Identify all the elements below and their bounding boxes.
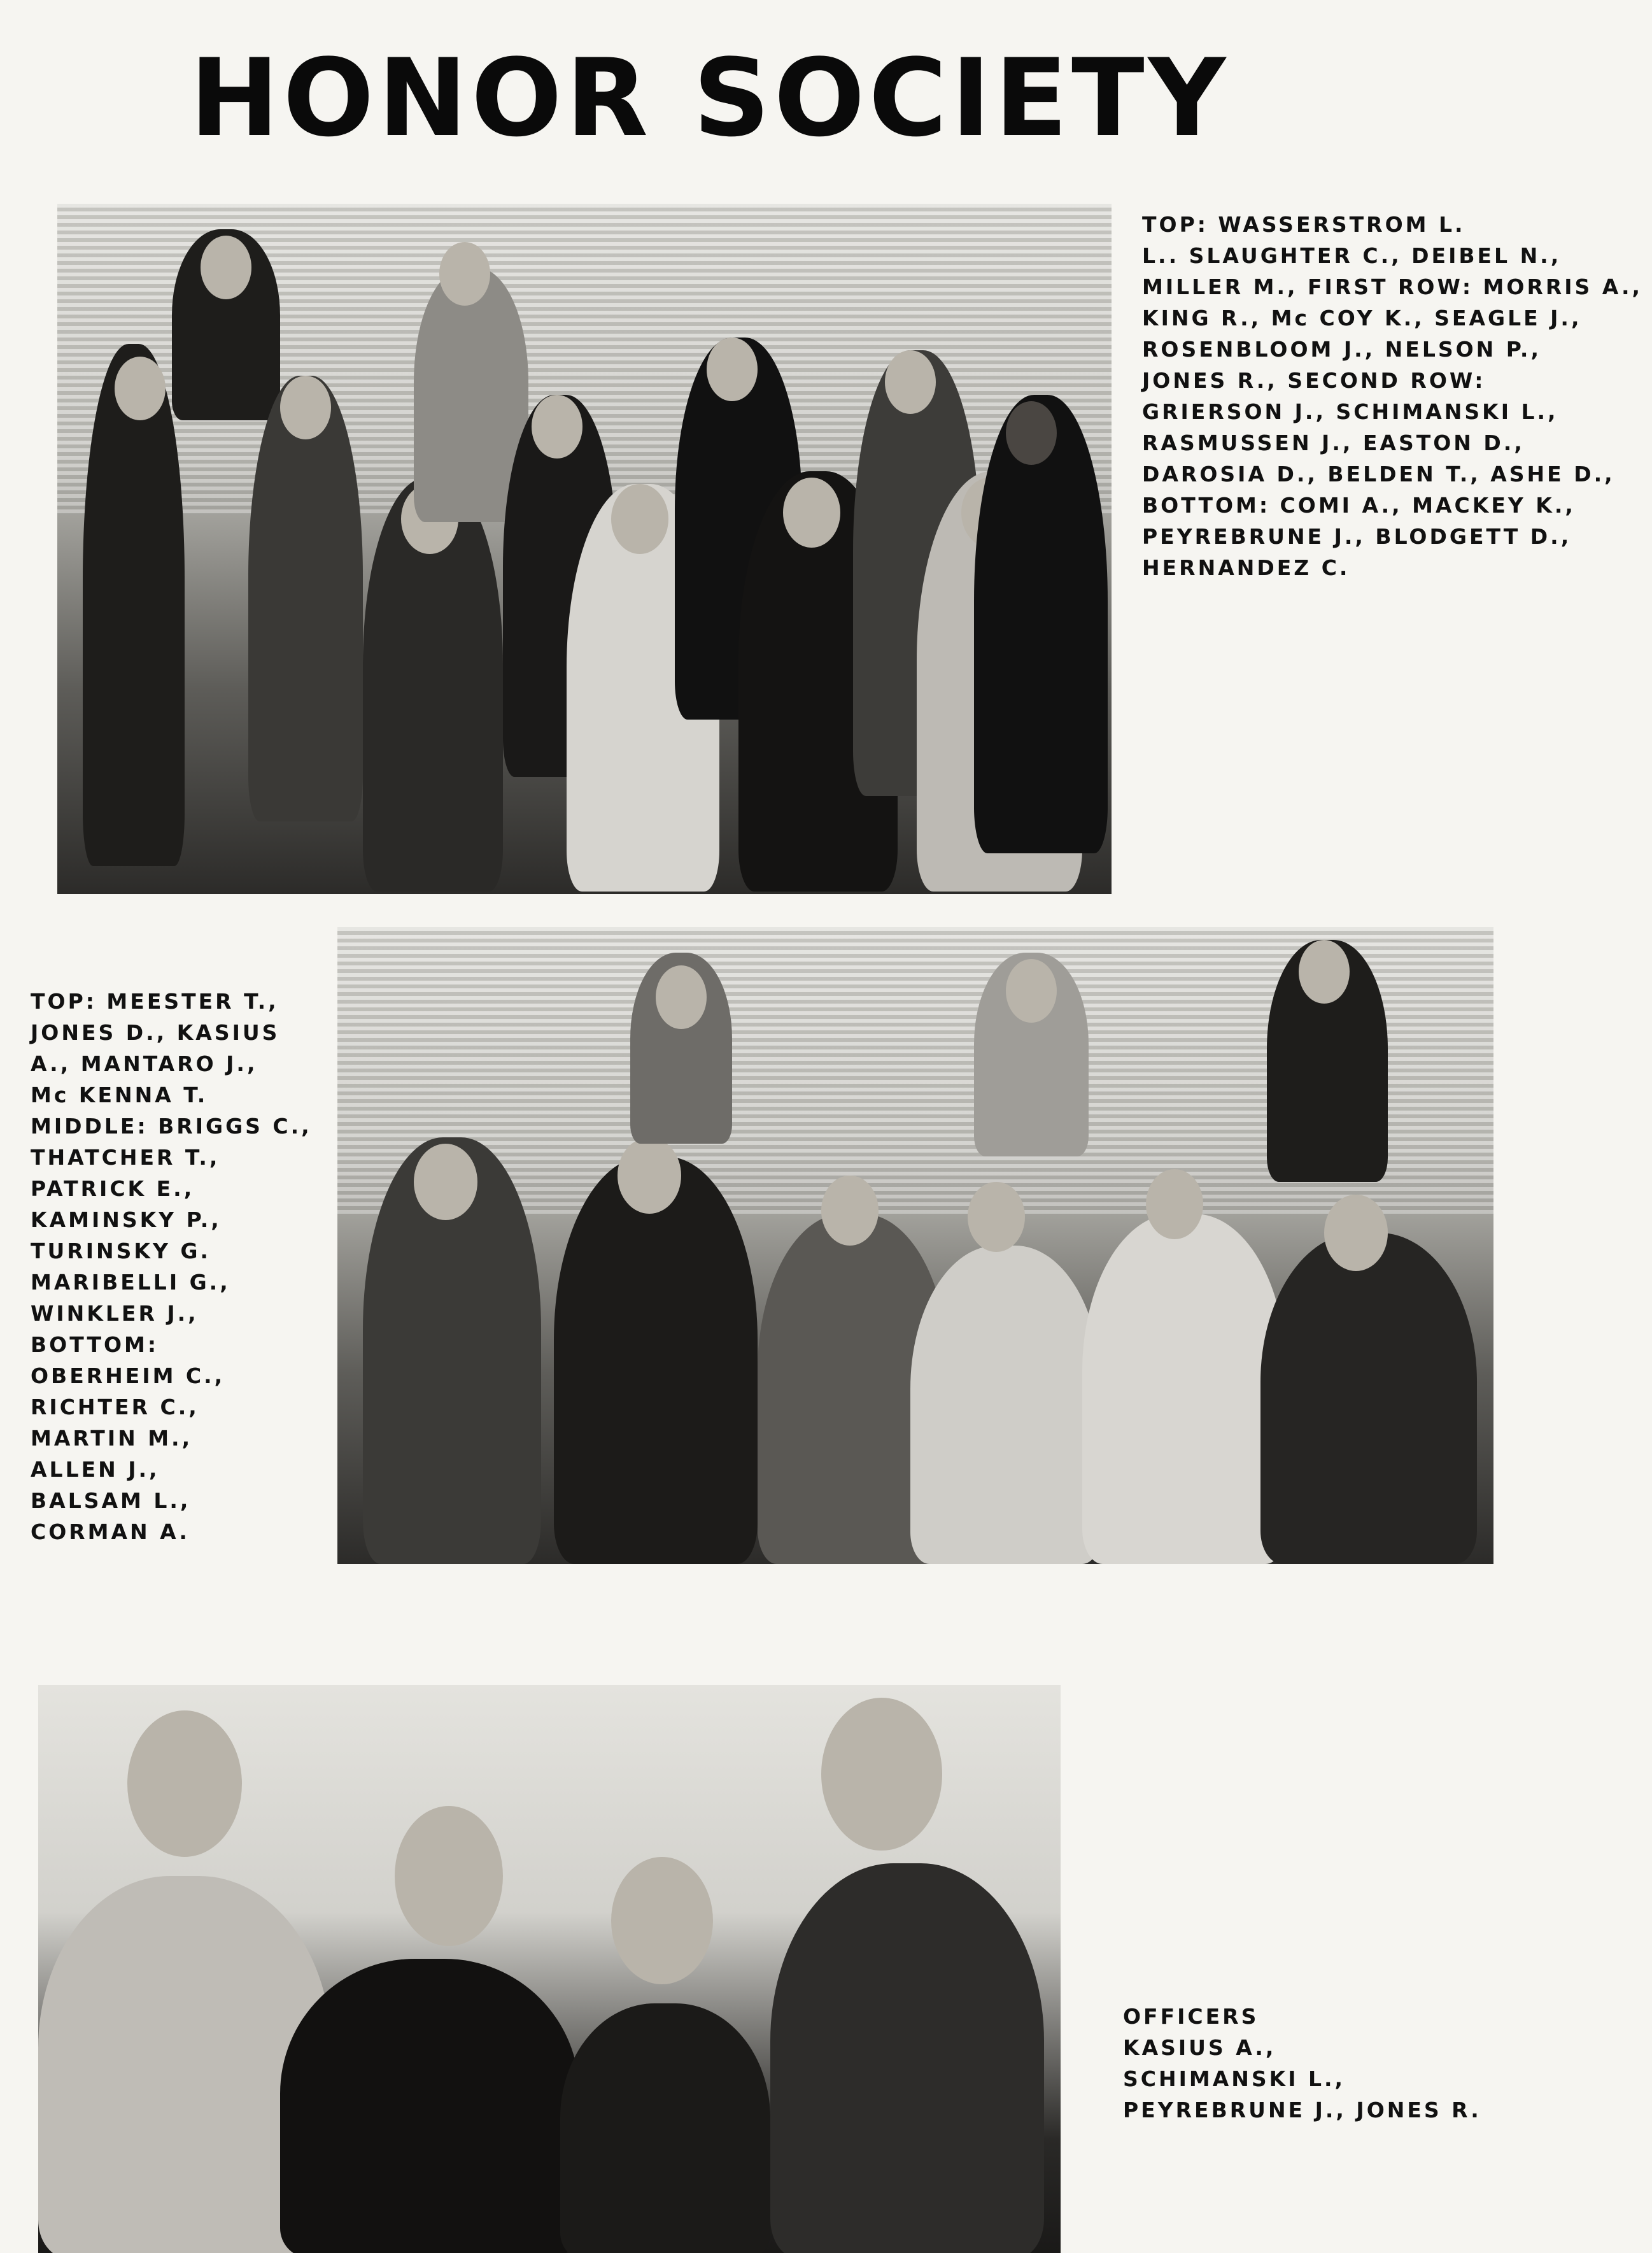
- caption-line: MILLER M., FIRST ROW: MORRIS A.,: [1142, 274, 1643, 299]
- caption-line: OBERHEIM C.,: [31, 1363, 225, 1388]
- group-photo-two: [337, 927, 1493, 1564]
- caption-line: BALSAM L.,: [31, 1488, 191, 1513]
- caption-line: BOTTOM:: [31, 1332, 159, 1357]
- person-face: [707, 338, 758, 401]
- person-face: [1006, 959, 1057, 1023]
- person-face: [1324, 1195, 1388, 1271]
- caption-line: ALLEN J.,: [31, 1457, 160, 1482]
- person-figure: [560, 2003, 770, 2253]
- caption-line: JONES R., SECOND ROW:: [1142, 368, 1486, 393]
- caption-line: MIDDLE: BRIGGS C.,: [31, 1114, 312, 1139]
- caption-line: HERNANDEZ C.: [1142, 555, 1350, 580]
- caption-line: WINKLER J.,: [31, 1301, 199, 1326]
- caption-line: KING R., Mc COY K., SEAGLE J.,: [1142, 306, 1582, 330]
- person-face: [656, 965, 707, 1029]
- caption-line: MARTIN M.,: [31, 1426, 193, 1451]
- person-face: [201, 236, 251, 299]
- person-face: [127, 1710, 242, 1857]
- caption-line: OFFICERS: [1123, 2004, 1259, 2029]
- person-figure: [83, 344, 185, 866]
- person-figure: [770, 1863, 1044, 2253]
- caption-line: BOTTOM: COMI A., MACKEY K.,: [1142, 493, 1576, 518]
- caption-officers: [1123, 2001, 1481, 2126]
- person-face: [611, 484, 668, 554]
- caption-line: DAROSIA D., BELDEN T., ASHE D.,: [1142, 462, 1615, 487]
- person-face: [618, 1137, 681, 1214]
- person-face: [439, 242, 490, 306]
- caption-line: A., MANTARO J.,: [31, 1051, 258, 1076]
- caption-line: ROSENBLOOM J., NELSON P.,: [1142, 337, 1541, 362]
- person-face: [532, 395, 582, 458]
- caption-line: Mc KENNA T.: [31, 1083, 208, 1107]
- caption-line: PATRICK E.,: [31, 1176, 195, 1201]
- group-photo-one: [57, 204, 1112, 894]
- officers-photo: [38, 1685, 1061, 2253]
- person-figure: [280, 1959, 579, 2253]
- person-figure: [974, 395, 1108, 853]
- caption-line: KAMINSKY P.,: [31, 1207, 222, 1232]
- caption-line: TOP: WASSERSTROM L.: [1142, 212, 1465, 237]
- person-face: [395, 1806, 503, 1946]
- person-face: [885, 350, 936, 414]
- person-face: [1146, 1169, 1203, 1239]
- caption-line: PEYREBRUNE J., JONES R.: [1123, 2098, 1481, 2122]
- person-face: [280, 376, 331, 439]
- person-face: [1299, 940, 1350, 1004]
- person-face: [115, 357, 166, 420]
- person-face: [821, 1176, 879, 1246]
- caption-line: CORMAN A.: [31, 1519, 190, 1544]
- person-face: [1006, 401, 1057, 465]
- caption-group-one: [1142, 209, 1642, 583]
- caption-line: RASMUSSEN J., EASTON D.,: [1142, 430, 1525, 455]
- person-face: [783, 478, 840, 548]
- person-figure: [910, 1246, 1101, 1564]
- person-face: [414, 1144, 477, 1220]
- caption-line: KASIUS A.,: [1123, 2035, 1276, 2060]
- caption-line: TOP: MEESTER T.,: [31, 989, 279, 1014]
- person-figure: [1082, 1214, 1286, 1564]
- person-face: [611, 1857, 713, 1984]
- caption-line: TURINSKY G.: [31, 1239, 211, 1263]
- page-title: HONOR SOCIETY: [190, 36, 1230, 160]
- caption-line: THATCHER T.,: [31, 1145, 220, 1170]
- caption-line: GRIERSON J., SCHIMANSKI L.,: [1142, 399, 1558, 424]
- person-figure: [554, 1156, 758, 1564]
- person-face: [968, 1182, 1025, 1252]
- caption-line: SCHIMANSKI L.,: [1123, 2066, 1346, 2091]
- caption-line: RICHTER C.,: [31, 1395, 199, 1419]
- person-face: [821, 1698, 942, 1851]
- person-figure: [1260, 1233, 1477, 1564]
- caption-line: L.. SLAUGHTER C., DEIBEL N.,: [1142, 243, 1562, 268]
- caption-line: PEYREBRUNE J., BLODGETT D.,: [1142, 524, 1572, 549]
- caption-group-two: [31, 986, 312, 1547]
- person-figure: [248, 376, 363, 821]
- caption-line: JONES D., KASIUS: [31, 1020, 280, 1045]
- caption-line: MARIBELLI G.,: [31, 1270, 230, 1295]
